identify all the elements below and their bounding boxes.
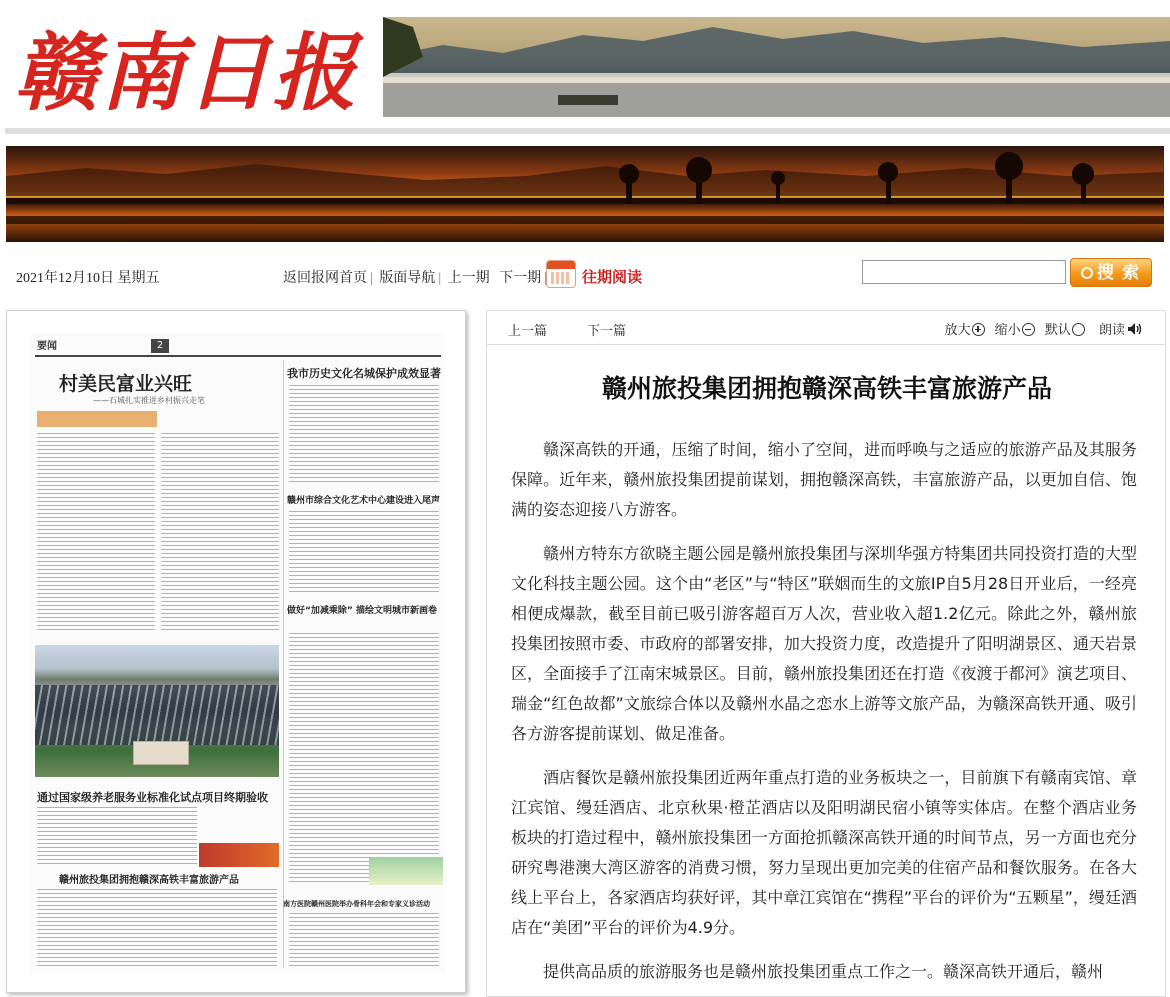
page-number: 2 bbox=[151, 339, 169, 353]
newspaper-page-image[interactable] bbox=[31, 333, 445, 973]
article-paragraph: 提供高品质的旅游服务也是赣州旅投集团重点工作之一。赣深高铁开通后，赣州 bbox=[543, 962, 1104, 981]
advert-block bbox=[199, 843, 279, 867]
newspaper-logo[interactable] bbox=[10, 10, 370, 125]
thumb-headline-main-sub: ——石城扎实推进乡村振兴走笔 bbox=[93, 396, 205, 405]
zoom-out-label: 缩小 bbox=[994, 323, 1021, 338]
article-toolbar bbox=[487, 311, 1166, 345]
default-size-button[interactable] bbox=[1045, 323, 1085, 338]
past-reading-link[interactable]: 往期阅读 bbox=[582, 268, 643, 286]
search-input[interactable] bbox=[862, 260, 1066, 284]
column-tag bbox=[37, 411, 157, 427]
separator: | bbox=[438, 271, 442, 286]
text-block bbox=[161, 433, 279, 633]
article-paragraph: 赣州方特东方欲晓主题公园是赣州旅投集团与深圳华强方特集团共同投资打造的大型文化科技主题公园。这个由“老区”与“特区”联姻而生的文旅IP自5月28日开业后，一经亮相便成爆款，截至目前已吸引游客超百万人次，营业收入超1.2亿元。除此之外，赣州旅投集团按照市委、市政府的部署安排，加大投资力度，改造提升了阳明湖景区、通天岩景区，全面接手了江南宋城景区。目前，赣州旅投集团还在打造《夜渡于都河》演艺项目、瑞金“红色故都”文旅综合体以及赣州水晶之恋水上游等文旅产品，为赣深高铁开通、吸引各方游客提前谋划、做足准备。 bbox=[511, 544, 1137, 743]
article-body bbox=[511, 435, 1137, 997]
search-button[interactable] bbox=[1070, 258, 1152, 287]
text-block bbox=[289, 511, 439, 595]
reading-tools bbox=[939, 319, 1143, 338]
article-panel bbox=[486, 310, 1166, 997]
text-block bbox=[289, 913, 439, 967]
issue-date: 2021年12月10日 星期五 bbox=[16, 271, 160, 286]
column-rule bbox=[283, 361, 284, 967]
greenhouse-photo bbox=[35, 645, 279, 777]
read-aloud-button[interactable] bbox=[1099, 323, 1143, 338]
thumb-headline-tourism[interactable]: 赣州旅投集团拥抱赣深高铁丰富旅游产品 bbox=[59, 875, 239, 886]
prev-article-link[interactable]: 上一篇 bbox=[508, 324, 548, 339]
article-title: 赣州旅投集团拥抱赣深高铁丰富旅游产品 bbox=[601, 374, 1052, 403]
logo-text: 赣南日报 bbox=[14, 23, 359, 122]
article-paragraph: 赣深高铁的开通，压缩了时间，缩小了空间，进而呼唤与之适应的旅游产品及其服务保障。近年来，赣州旅投集团提前谋划，拥抱赣深高铁，丰富旅游产品，以更加自信、饱满的姿态迎接八方游客。 bbox=[511, 440, 1137, 519]
thumb-headline-elderly-care[interactable]: 通过国家级养老服务业标准化试点项目终期验收 bbox=[37, 791, 268, 804]
separator: | bbox=[370, 271, 373, 286]
zoom-in-label: 放大 bbox=[944, 323, 971, 338]
next-article-link[interactable]: 下一篇 bbox=[587, 324, 627, 339]
page-nav-link[interactable]: 版面导航 bbox=[379, 271, 436, 286]
text-block bbox=[37, 889, 277, 967]
zoom-in-button[interactable] bbox=[945, 323, 985, 338]
text-block bbox=[289, 633, 439, 883]
nav-links bbox=[283, 267, 550, 287]
text-block bbox=[289, 385, 439, 485]
home-link[interactable]: 返回报网首页 bbox=[283, 271, 367, 286]
section-label: 要闻 bbox=[37, 341, 57, 352]
circle-icon bbox=[1072, 323, 1085, 336]
sunset-banner-image bbox=[6, 146, 1164, 242]
nav-bar bbox=[0, 255, 1170, 295]
masthead bbox=[0, 0, 1170, 132]
plus-circle-icon bbox=[972, 323, 985, 336]
text-block bbox=[37, 433, 155, 633]
prev-issue-link[interactable]: 上一期 bbox=[447, 271, 490, 286]
header-divider bbox=[5, 128, 1170, 134]
read-aloud-label: 朗读 bbox=[1098, 323, 1125, 338]
thumb-headline-heritage[interactable]: 我市历史文化名城保护成效显著 bbox=[287, 367, 441, 380]
thumb-headline-civilized-city[interactable]: 做好“加减乘除” 描绘文明城市新画卷 bbox=[287, 606, 437, 616]
page-header bbox=[35, 335, 441, 357]
advert-block bbox=[369, 857, 443, 885]
speaker-icon bbox=[1127, 322, 1143, 336]
calendar-icon[interactable] bbox=[546, 260, 576, 288]
zoom-out-button[interactable] bbox=[995, 323, 1035, 338]
page-thumbnail[interactable] bbox=[6, 310, 466, 993]
text-block bbox=[37, 807, 197, 865]
thumb-headline-hospital[interactable]: 南方医院赣州医院举办骨科年会和专家义诊活动 bbox=[283, 900, 430, 908]
next-issue-link[interactable]: 下一期 bbox=[499, 271, 542, 286]
thumb-headline-main[interactable]: 村美民富业兴旺 bbox=[59, 373, 193, 395]
default-size-label: 默认 bbox=[1044, 323, 1071, 338]
article-paragraph: 酒店餐饮是赣州旅投集团近两年重点打造的业务板块之一，目前旗下有赣南宾馆、章江宾馆、缦廷酒店、北京秋果·橙芷酒店以及阳明湖民宿小镇等实体店。在整个酒店业务板块的打造过程中，赣州旅投集团一方面抢抓赣深高铁开通的时间节点，另一方面也充分研究粤港澳大湾区游客的消费习惯，努力呈现出更加完美的住宿产品和餐饮服务。在各大线上平台上，各家酒店均获好评，其中章江宾馆在“携程”平台的评价为“五颗星”，缦廷酒店在“美团”平台的评价为4.9分。 bbox=[511, 768, 1137, 937]
thumb-headline-arts-center[interactable]: 赣州市综合文化艺术中心建设进入尾声 bbox=[287, 496, 441, 506]
search-button-label: 搜 索 bbox=[1096, 263, 1142, 282]
lake-banner-image bbox=[383, 17, 1170, 117]
minus-circle-icon bbox=[1022, 323, 1035, 336]
search-icon bbox=[1081, 267, 1093, 279]
